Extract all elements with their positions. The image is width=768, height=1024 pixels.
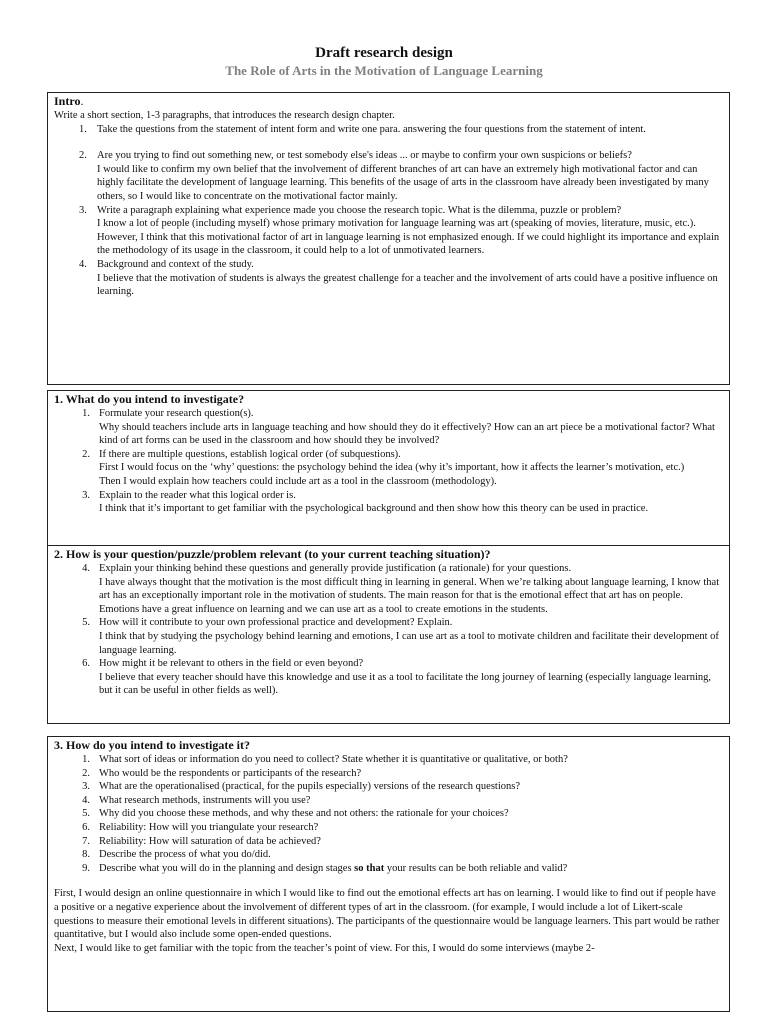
list-item-answer: First I would focus on the ‘why’ questions: the psychology behind the idea (why it’s important, how it affects the learner’s motivation, etc.): [99, 462, 685, 474]
list-item-answer: I have always thought that the motivation is the most difficult thing in learning in general. When we’re talking about language learning, I know that art has an exceptionally important role in the motivation of students. The main reason for that is the emotional effect that art has on people. Emotions have a great influence on learning and we can use art as a tool to create emotions in the students.: [99, 576, 720, 615]
intro-list: [54, 123, 723, 299]
list-item-question: Are you trying to find out something new, or test somebody else's ideas ... or maybe to confirm your own suspicions or beliefs?: [97, 150, 632, 162]
list-item-question: What research methods, instruments will you use?: [99, 794, 311, 806]
section-2-list: [54, 562, 723, 698]
list-item-question: How might it be relevant to others in the field or even beyond?: [99, 658, 364, 670]
list-item-answer: I think that by studying the psychology behind learning and emotions, I can use art as a tool to motivate children and facilitate their development of language learning.: [99, 630, 719, 656]
list-item: 3. Explain to the reader what this logical order is. I think that it’s important to get familiar with the psychological background and then show how this theory can be used in practice.: [54, 489, 723, 516]
list-item: 1. Formulate your research question(s). Why should teachers include arts in language teaching and how should they do it effectively? How can an art piece be a motivational factor? What kind of art forms can be used in the classroom and how should they be involved?: [54, 407, 723, 448]
list-item: 3. Write a paragraph explaining what experience made you choose the research topic. What is the dilemma, puzzle or problem? I know a lot of people (including myself) whose primary motivation for language learning was art (speaking of movies, literature, music, etc.). However, I think that this motivational factor of art in language learning is not emphasized enough. If we could highlight its importance and explain the methodology of its usage in the classroom, it could help to a lot of unmotivated learners.: [54, 204, 723, 258]
list-item-answer: I know a lot of people (including myself) whose primary motivation for language learning was art (speaking of movies, literature, music, etc.). However, I think that this motivational factor of art in language learning is not emphasized enough. If we could highlight its importance and explain the methodology of its usage in the classroom, it could help to a lot of unmotivated learners.: [97, 218, 720, 257]
list-item: 1. What sort of ideas or information do you need to collect? State whether it is quantitative or qualitative, or both?: [54, 753, 723, 767]
list-item-question: Explain to the reader what this logical order is.: [99, 489, 296, 501]
list-item: 2. If there are multiple questions, establish logical order (of subquestions). First I would focus on the ‘why’ questions: the psychology behind the idea (why it’s important, how it affects the learner’s motivation, etc.) Then I would explain how teachers could include art as a tool in the classroom (methodology).: [54, 448, 723, 489]
list-item-question: Write a paragraph explaining what experience made you choose the research topic. What is the dilemma, puzzle or problem?: [97, 204, 622, 216]
list-item-answer: I believe that every teacher should have this knowledge and use it as a tool to facilitate the long journey of learning (especially language learning, but it can be useful in other fields as well).: [99, 671, 711, 697]
list-item-question: What sort of ideas or information do you need to collect? State whether it is quantitative or qualitative, or both?: [99, 754, 568, 765]
list-item: 6. Reliability: How will you triangulate your research?: [54, 821, 723, 835]
emphasis-so-that: so that: [354, 862, 385, 874]
list-item: 6. How might it be relevant to others in the field or even beyond? I believe that every teacher should have this knowledge and use it as a tool to facilitate the long journey of learning (especially language learning, but it can be useful in other fields as well).: [54, 657, 723, 698]
list-item-answer: I would like to confirm my own belief that the involvement of different branches of art can have an extremely high motivational factor and can highly facilitate the development of language learning. This benefits of the usage of arts in the classroom have already been investigated by many others, so I would like to concentrate on the motivational factor mainly.: [97, 163, 709, 202]
list-item: 9. Describe what you will do in the planning and design stages so that your results can be both reliable and valid?: [54, 862, 723, 876]
list-item-question: Explain your thinking behind these questions and generally provide justification (a rationale) for your questions.: [99, 563, 572, 574]
list-item-question: Formulate your research question(s).: [99, 408, 254, 419]
intro-lead: Write a short section, 1-3 paragraphs, that introduces the research design chapter.: [54, 110, 395, 121]
list-item-question: Describe what you will do in the planning and design stages so that your results can be both reliable and valid?: [99, 862, 568, 874]
list-item-question: Take the questions from the statement of intent form and write one para. answering the four questions from the statement of intent.: [97, 123, 646, 135]
list-item-question: Background and context of the study.: [97, 258, 254, 270]
section-2-heading: 2. How is your question/puzzle/problem relevant (to your current teaching situation)?: [54, 547, 491, 561]
list-item: 8. Describe the process of what you do/did.: [54, 848, 723, 862]
section-1: [47, 390, 730, 546]
list-item: 5. How will it contribute to your own professional practice and development? Explain. I think that by studying the psychology behind learning and emotions, I can use art as a tool to motivate children and facilitate their development of language learning.: [54, 616, 723, 657]
list-item: 2. Who would be the respondents or participants of the research?: [54, 767, 723, 781]
list-item-answer: I think that it’s important to get familiar with the psychological background and then show how this theory can be used in practice.: [99, 503, 649, 515]
list-item: 1. Take the questions from the statement of intent form and write one para. answering the four questions from the statement of intent.: [54, 123, 723, 137]
section-1-list: [54, 407, 723, 516]
list-item: 7. Reliability: How will saturation of data be achieved?: [54, 835, 723, 849]
list-item-question: If there are multiple questions, establish logical order (of subquestions).: [99, 448, 401, 460]
list-item-question: Why did you choose these methods, and why these and not others: the rationale for your choices?: [99, 808, 509, 820]
body-paragraph: First, I would design an online questionnaire in which I would like to find out the emotional effects art has on learning. I would like to find out if people have a positive or a negative experience about the involvement of different types of art in the classroom. (for example, I would include a lot of Likert-scale questions to measure their emotional levels in different situations). The participants of the questionnaire would be language learners. This part would be rather quantitative, but I would also include some open-ended questions.: [54, 888, 720, 941]
list-item-question: What are the operationalised (practical, for the pupils especially) versions of the research questions?: [99, 781, 520, 793]
list-item-question: Describe the process of what you do/did.: [99, 849, 271, 861]
list-item: 2. Are you trying to find out something new, or test somebody else's ideas ... or maybe to confirm your own suspicions or beliefs? I would like to confirm my own belief that the involvement of different branches of art can have an extremely high motivational factor and can highly facilitate the development of language learning. This benefits of the usage of arts in the classroom have already been investigated by many others, so I would like to concentrate on the motivational factor mainly.: [54, 149, 723, 203]
list-item-question: How will it contribute to your own professional practice and development? Explain.: [99, 617, 453, 629]
list-item-answer: Why should teachers include arts in language teaching and how should they do it effectively? How can an art piece be a motivational factor? What kind of art forms can be used in the classroom and how should they be involved?: [99, 421, 715, 447]
body-paragraph: Next, I would like to get familiar with the topic from the teacher’s point of view. For this, I would do some interviews (maybe 2-: [54, 942, 595, 954]
list-item: 5. Why did you choose these methods, and why these and not others: the rationale for your choices?: [54, 807, 723, 821]
document-subtitle: The Role of Arts in the Motivation of Language Learning: [225, 63, 543, 78]
section-2: [47, 546, 730, 724]
section-3: [47, 736, 730, 1012]
list-item-answer: Then I would explain how teachers could include art as a tool in the classroom (methodology).: [99, 475, 497, 487]
list-item-answer: I believe that the motivation of students is always the greatest challenge for a teacher and the involvement of arts could have a positive influence on learning.: [97, 272, 718, 298]
list-item: 4. Background and context of the study. I believe that the motivation of students is always the greatest challenge for a teacher and the involvement of arts could have a positive influence on learning.: [54, 258, 723, 299]
intro-section: [47, 92, 730, 385]
intro-heading: Intro.: [54, 94, 84, 108]
list-item: 3. What are the operationalised (practical, for the pupils especially) versions of the research questions?: [54, 780, 723, 794]
list-item: 4. What research methods, instruments will you use?: [54, 794, 723, 808]
list-item: 4. Explain your thinking behind these questions and generally provide justification (a rationale) for your questions. I have always thought that the motivation is the most difficult thing in learning in general. When we’re talking about language learning, I know that art has an exceptionally important role in the motivation of students. The main reason for that is the emotional effect that art has on people. Emotions have a great influence on learning and we can use art as a tool to create emotions in the students.: [54, 562, 723, 616]
list-item-question: Who would be the respondents or participants of the research?: [99, 767, 362, 779]
section-3-heading: 3. How do you intend to investigate it?: [54, 738, 251, 752]
list-item-question: Reliability: How will you triangulate your research?: [99, 821, 319, 833]
list-item-question: Reliability: How will saturation of data be achieved?: [99, 835, 321, 847]
document-title: Draft research design: [315, 45, 453, 61]
section-1-heading: 1. What do you intend to investigate?: [54, 392, 245, 406]
section-3-list: [54, 753, 723, 875]
